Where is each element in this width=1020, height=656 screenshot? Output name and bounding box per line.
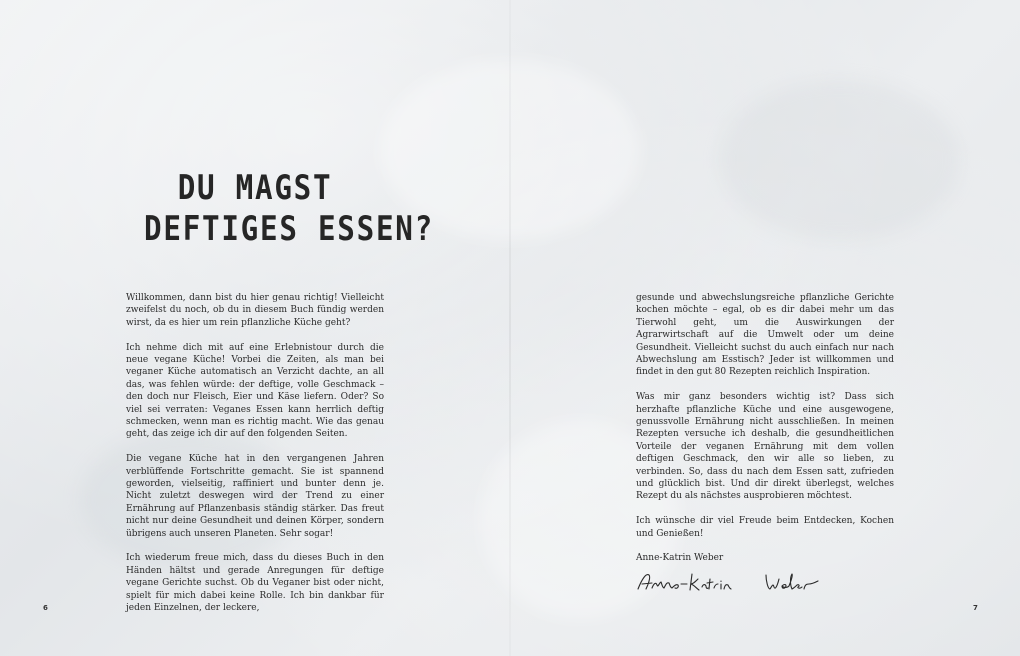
author-name: Anne-Katrin Weber bbox=[636, 553, 724, 564]
page-title bbox=[144, 168, 434, 250]
title-line-1: DU MAGST bbox=[177, 168, 333, 208]
background-texture-patch bbox=[720, 80, 960, 240]
page-number-left: 6 bbox=[43, 604, 48, 612]
body-paragraph: Ich wiederum freue mich, dass du dieses Buch in den Händen hältst und gerade Anregungen für deftige vegane Gerichte suchst. Ob du Veganer bist oder nicht, spielt für mich dabei keine Rolle. Ich bin dankbar für jeden Einzelnen, der leckere, bbox=[126, 553, 384, 614]
author-signature bbox=[636, 569, 826, 595]
body-paragraph: Die vegane Küche hat in den vergangenen Jahren verblüffende Fortschritte gemacht. Sie ist spannend geworden, vielseitig, raffiniert und bunter denn je. Nicht zuletzt deswegen wird der Trend zu einer Ernährung auf Pflanzenbasis ständig stärker. Das freut nicht nur deine Gesundheit und deinen Körper, sondern übrigens auch unseren Planeten. Sehr sogar! bbox=[126, 454, 384, 539]
body-paragraph: Ich wünsche dir viel Freude beim Entdecken, Kochen und Genießen! bbox=[636, 516, 894, 539]
title-line-2: DEFTIGES ESSEN? bbox=[144, 209, 434, 249]
book-spread-fold bbox=[509, 0, 511, 656]
body-paragraph: gesunde und abwechslungsreiche pflanzliche Gerichte kochen möchte – egal, ob es dir dabei mehr um das Tierwohl geht, um die Auswirkungen der Agrarwirtschaft auf die Umwelt oder um deine Gesundheit. Vielleicht suchst du auch einfach nur nach Abwechslung am Esstisch? Jeder ist willkommen und findet in den gut 80 Rezepten reichlich Inspiration. bbox=[636, 293, 894, 378]
left-text-column bbox=[126, 292, 384, 627]
body-paragraph: Was mir ganz besonders wichtig ist? Dass sich herzhafte pflanzliche Küche und eine ausgewogene, genussvolle Ernährung nicht ausschließen. In meinen Rezepten versuche ich deshalb, die gesundheitlichen Vorteile der veganen Ernährung mit dem vollen deftigen Geschmack, den wir alle so lieben, zu verbinden. So, dass du nach dem Essen satt, zufrieden und glücklich bist. Und dir direkt überlegst, welches Rezept du als nächstes ausprobieren möchtest. bbox=[636, 392, 894, 502]
right-text-column bbox=[636, 292, 894, 595]
body-paragraph: Ich nehme dich mit auf eine Erlebnistour durch die neue vegane Küche! Vorbei die Zeiten, als man bei veganer Küche automatisch an Verzicht dachte, an all das, was fehlen würde: der deftige, volle Geschmack – den doch nur Fleisch, Eier und Käse liefern. Oder? So viel sei verraten: Veganes Essen kann herrlich deftig schmecken, wenn man es richtig macht. Wie das genau geht, das zeige ich dir auf den folgenden Seiten. bbox=[126, 342, 384, 440]
body-paragraph: Willkommen, dann bist du hier genau richtig! Vielleicht zweifelst du noch, ob du in diesem Buch fündig werden wirst, da es hier um rein pflanzliche Küche geht? bbox=[126, 293, 384, 328]
page-number-right: 7 bbox=[973, 604, 978, 612]
